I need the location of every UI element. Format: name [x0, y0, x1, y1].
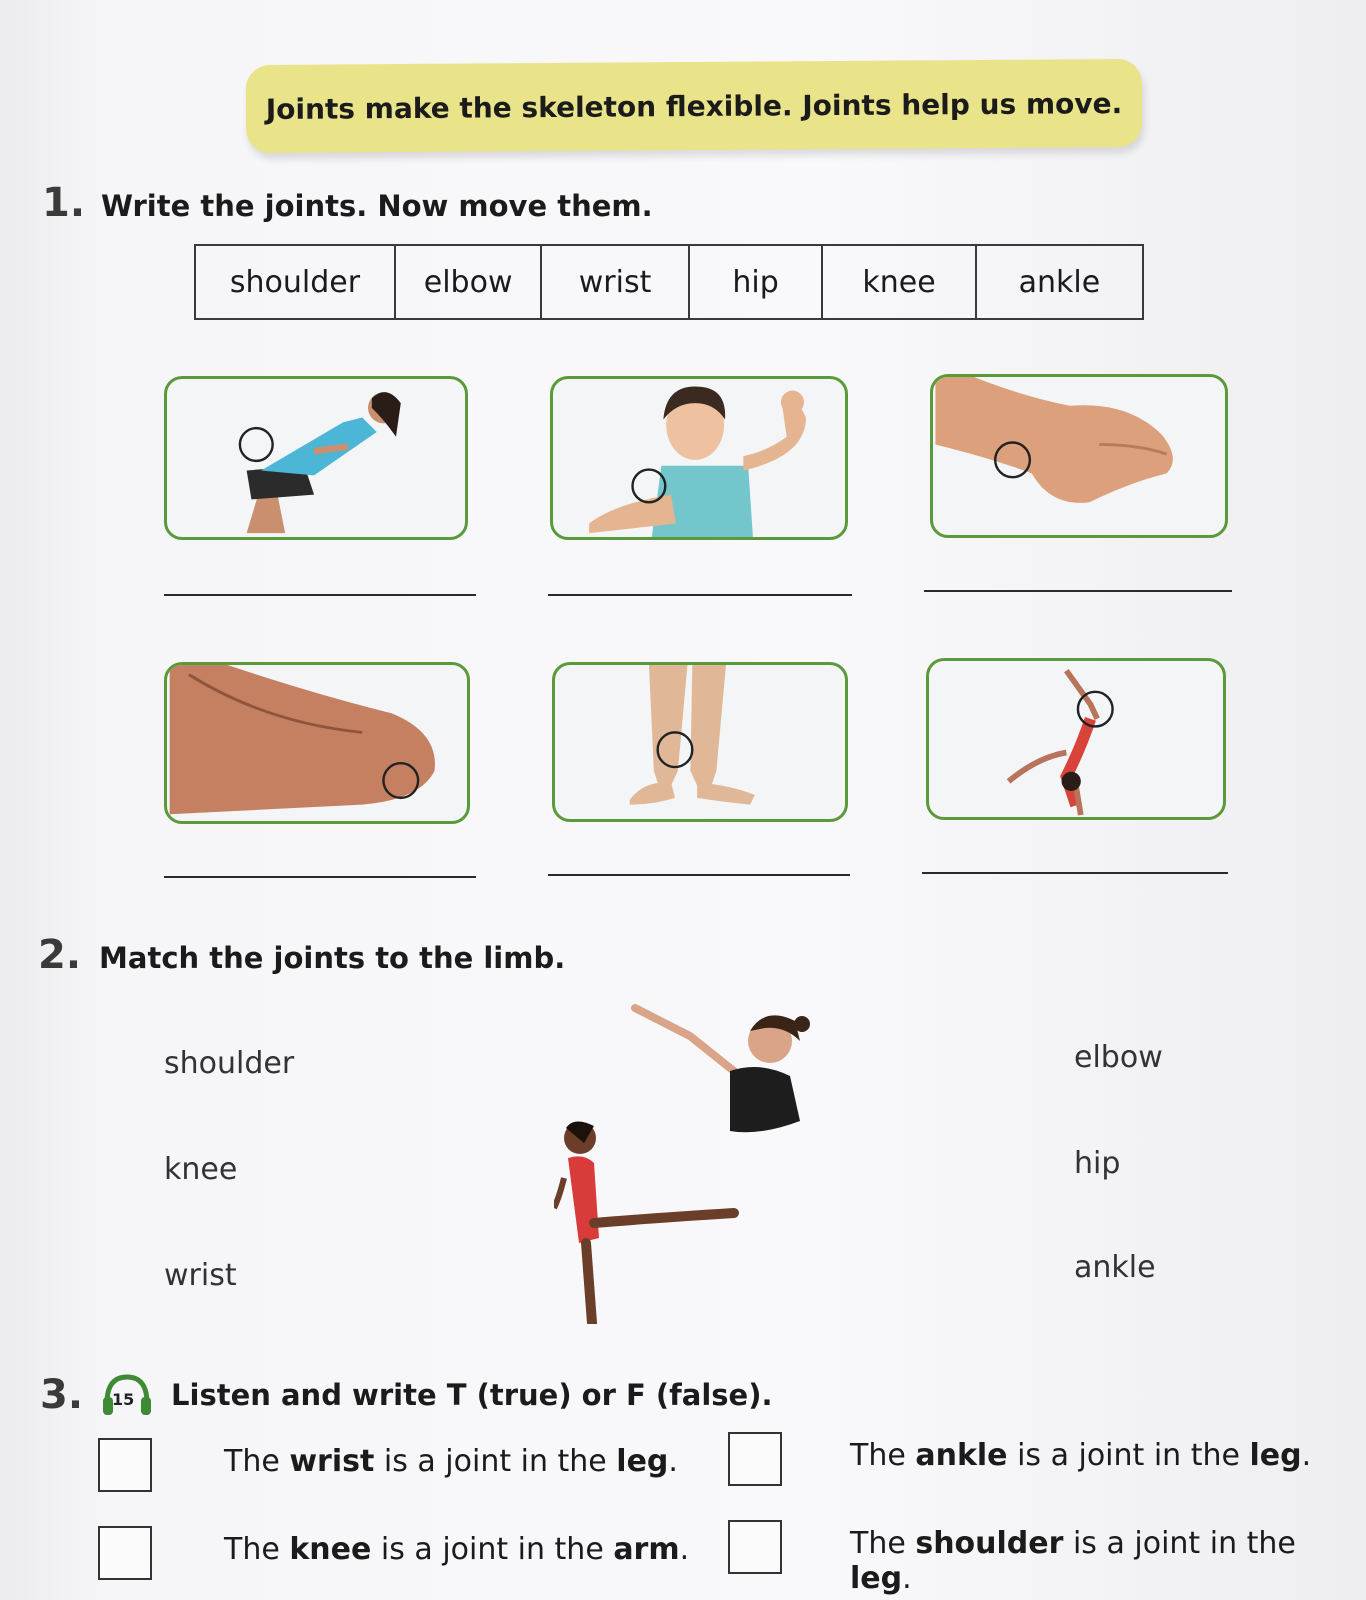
section-3-title: Listen and write T (true) or F (false).: [171, 1378, 773, 1412]
statement-4: The shoulder is a joint in the leg.: [850, 1526, 1296, 1596]
answer-line[interactable]: [164, 876, 476, 878]
girl-arm-raised-image: [630, 996, 820, 1136]
answer-box[interactable]: [98, 1526, 152, 1580]
knees-and-feet-image: [552, 662, 848, 822]
headphones-icon[interactable]: [101, 1373, 153, 1417]
section-3-heading: [40, 1372, 772, 1418]
bent-elbow-image: [164, 662, 470, 824]
word-bank-item: shoulder: [196, 246, 396, 318]
section-1-title: Write the joints. Now move them.: [101, 189, 653, 223]
answer-line[interactable]: [548, 594, 852, 596]
statement-3: The knee is a joint in the arm.: [224, 1532, 690, 1567]
boy-flexing-arm-image: [550, 376, 848, 540]
section-2-title: Match the joints to the limb.: [99, 941, 566, 975]
answer-box[interactable]: [98, 1438, 152, 1492]
gymnast-bridge-image: [926, 658, 1226, 820]
banner-text: Joints make the skeleton flexible. Joints help us move.: [265, 86, 1123, 126]
answer-line[interactable]: [548, 874, 850, 876]
match-left-word[interactable]: knee: [164, 1152, 238, 1187]
topic-banner: [246, 59, 1143, 153]
answer-line[interactable]: [922, 872, 1228, 874]
section-3-number: 3.: [40, 1372, 84, 1418]
match-right-word[interactable]: elbow: [1074, 1040, 1163, 1075]
joint-marker: [240, 428, 273, 461]
word-bank-item: ankle: [1018, 264, 1101, 300]
answer-box[interactable]: [728, 1520, 782, 1574]
statement-2: The ankle is a joint in the leg.: [850, 1438, 1312, 1473]
answer-line[interactable]: [924, 590, 1232, 592]
answer-line[interactable]: [164, 594, 476, 596]
section-2-heading: [38, 932, 565, 978]
word-bank-item: knee: [823, 246, 976, 318]
word-bank-item: wrist: [542, 246, 689, 318]
audio-track-number: 15: [112, 1390, 135, 1409]
match-left-word[interactable]: shoulder: [164, 1046, 295, 1081]
match-right-word[interactable]: hip: [1074, 1146, 1121, 1181]
section-1-heading: [42, 180, 653, 226]
girl-bending-hip-image: [164, 376, 468, 540]
word-bank-item: hip: [690, 246, 824, 318]
word-bank-item: elbow: [396, 246, 542, 318]
statement-1: The wrist is a joint in the leg.: [224, 1444, 678, 1479]
answer-box[interactable]: [728, 1432, 782, 1486]
word-bank: [194, 244, 1144, 320]
match-right-word[interactable]: ankle: [1074, 1250, 1156, 1285]
girl-leg-raised-image: [554, 1118, 744, 1324]
section-1-number: 1.: [42, 180, 86, 226]
section-2-number: 2.: [38, 932, 82, 978]
hand-wrist-image: [930, 374, 1228, 538]
match-left-word[interactable]: wrist: [164, 1258, 237, 1293]
